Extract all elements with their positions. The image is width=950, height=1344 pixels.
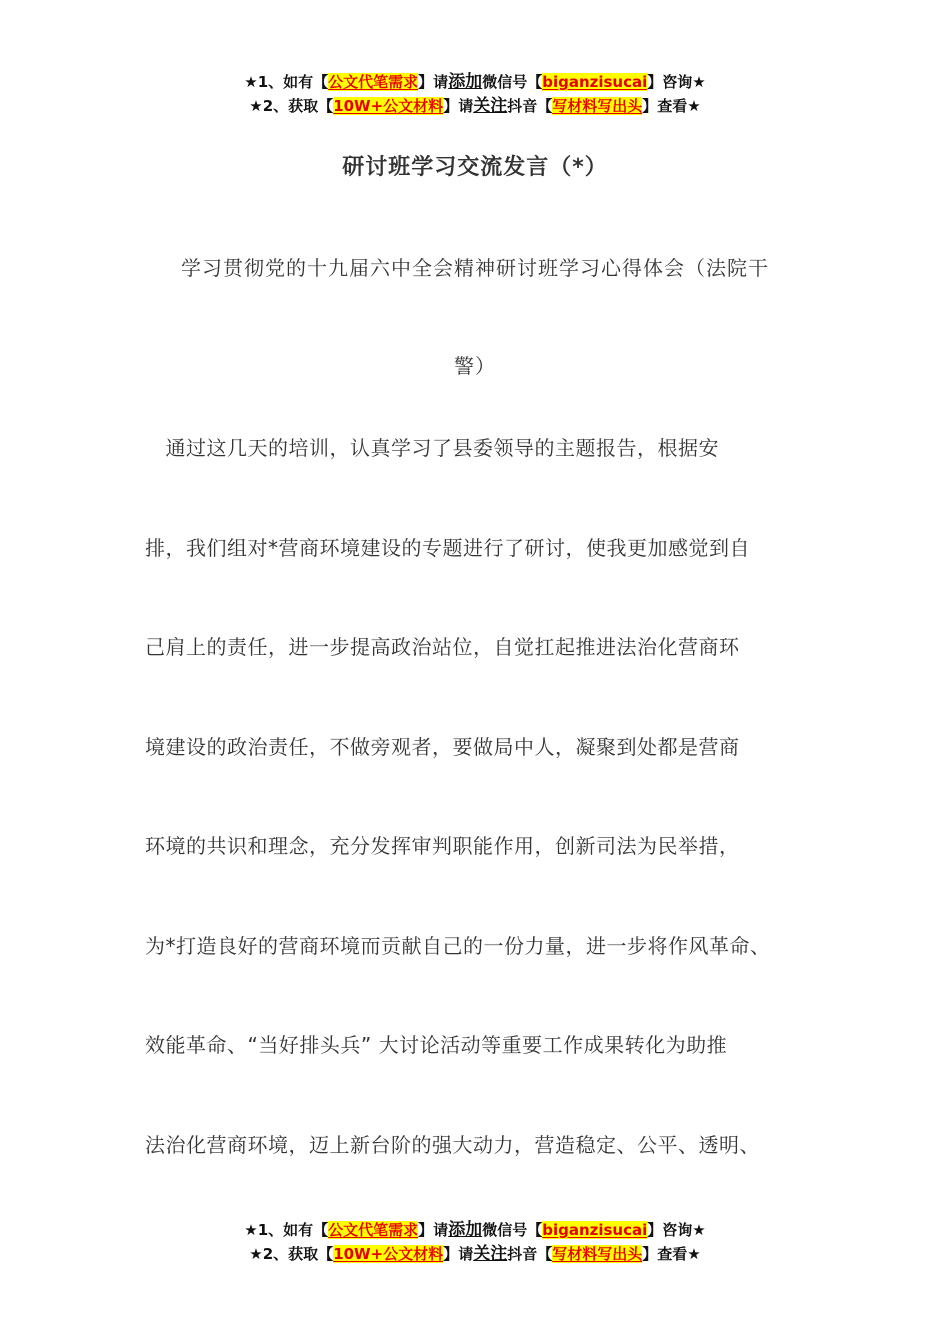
highlight-wechat-id: biganzisucai [542,1221,648,1239]
highlight-materials: 10W+公文材料 [333,1245,444,1263]
body-line: 己肩上的责任，进一步提高政治站位，自觉扛起推进法治化营商环 [145,635,740,659]
highlight-douyin-account: 写材料写出头 [552,1245,643,1263]
highlight-wechat-id: biganzisucai [542,73,648,91]
body-line: 通过这几天的培训，认真学习了县委领导的主题报告，根据安 [145,436,719,460]
document-subtitle-line-2: 警） [454,354,496,378]
footer-banner [0,1218,950,1266]
document-title: 研讨班学习交流发言（*） [342,155,608,180]
highlight-douyin-account: 写材料写出头 [552,97,643,115]
document-subtitle-line-1: 学习贯彻党的十九届六中全会精神研讨班学习心得体会（法院干 [181,256,769,280]
body-line: 环境的共识和理念，充分发挥审判职能作用，创新司法为民举措， [145,834,740,858]
banner-line-2: ★2、获取【10W+公文材料】请关注抖音【写材料写出头】查看★ [249,1244,701,1264]
highlight-service: 公文代笔需求 [328,73,419,91]
header-banner [0,70,950,118]
body-line: 排，我们组对*营商环境建设的专题进行了研讨，使我更加感觉到自 [145,536,750,560]
banner-line-2: ★2、获取【10W+公文材料】请关注抖音【写材料写出头】查看★ [249,96,701,116]
banner-line-1: ★1、如有【公文代笔需求】请添加微信号【biganzisucai】咨询★ [244,72,706,92]
body-line: 效能革命、“当好排头兵” 大讨论活动等重要工作成果转化为助推 [145,1033,728,1057]
highlight-materials: 10W+公文材料 [333,97,444,115]
body-line: 法治化营商环境，迈上新台阶的强大动力，营造稳定、公平、透明、 [145,1133,760,1157]
body-line: 境建设的政治责任，不做旁观者，要做局中人，凝聚到处都是营商 [145,735,740,759]
body-line: 为*打造良好的营商环境而贡献自己的一份力量，进一步将作风革命、 [145,934,771,958]
banner-line-1: ★1、如有【公文代笔需求】请添加微信号【biganzisucai】咨询★ [244,1220,706,1240]
highlight-service: 公文代笔需求 [328,1221,419,1239]
